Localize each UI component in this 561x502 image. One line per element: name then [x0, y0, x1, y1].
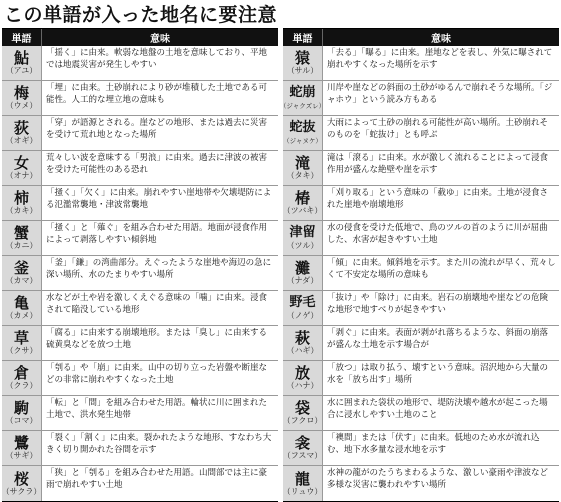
place-word-kanji: 萩	[294, 329, 310, 347]
place-word-cell	[283, 221, 323, 256]
place-word-reading: （サクラ）	[1, 486, 42, 496]
place-word-meaning: 「剥ぐ」に由来。表面が剥がれ落ちるような、斜面の崩落が盛んな土地を示す場合が	[323, 326, 559, 361]
place-word-reading: （カメ）	[5, 311, 38, 320]
place-word-cell	[2, 81, 42, 116]
place-word-cell	[2, 186, 42, 221]
place-word-kanji: 放	[294, 364, 310, 382]
place-word-reading: （フスマ）	[282, 451, 323, 460]
place-word-kanji: 梅	[13, 84, 29, 102]
place-word-reading: （コマ）	[5, 416, 38, 425]
place-word-kanji: 女	[13, 154, 29, 172]
place-word-cell	[2, 221, 42, 256]
place-word-meaning: 滝は「滾る」に由来。水が激しく流れることによって浸食作用が盛んな絶壁や崖を示す	[323, 151, 559, 186]
place-name-table-right	[279, 28, 559, 502]
place-name-table-left	[2, 28, 278, 502]
place-word-kanji: 津留	[289, 225, 316, 240]
place-word-kanji: 袋	[294, 399, 310, 417]
place-word-meaning: 川岸や崖などの斜面の土砂がゆるんで崩れそうな場所。「ジャホウ」という読み方もある	[323, 81, 559, 116]
place-word-cell	[283, 466, 323, 501]
place-word-kanji: 滝	[294, 154, 310, 172]
place-word-reading: （ジャクズレ）	[279, 102, 326, 110]
place-word-kanji: 亀	[13, 294, 29, 312]
place-word-reading: （クサ）	[5, 346, 38, 355]
place-word-cell	[283, 186, 323, 221]
place-word-reading: （フクロ）	[282, 416, 323, 425]
place-word-kanji: 灘	[294, 259, 310, 277]
place-word-kanji: 龍	[294, 469, 310, 488]
place-word-cell	[2, 46, 42, 81]
place-word-meaning: 荒々しい波を意味する「男浪」に由来。過去に津波の被害を受けた可能性のある恐れ	[42, 151, 278, 186]
place-word-meaning: 「掻く」「欠く」に由来。崩れやすい崖地帯や欠壊堤防による氾濫常襲地・津波常襲地	[42, 186, 278, 221]
place-word-reading: （ハナ）	[286, 381, 319, 390]
place-word-meaning: 大雨によって土砂の崩れる可能性が高い場所。土砂崩れそのものを「蛇抜け」とも呼ぶ	[323, 116, 559, 151]
place-word-reading: （クラ）	[5, 381, 38, 390]
place-word-reading: （ジャヌケ）	[283, 137, 322, 145]
place-word-cell	[283, 256, 323, 291]
place-word-reading: （リュウ）	[282, 486, 323, 496]
place-word-cell	[2, 431, 42, 466]
place-word-kanji: 柿	[13, 189, 29, 207]
place-word-meaning: 「刈り取る」という意味の「截ゆ」に由来。土地が浸食された崖地や崩壊地形	[323, 186, 559, 221]
place-word-reading: （ハギ）	[286, 346, 319, 355]
place-word-cell	[2, 291, 42, 326]
place-word-meaning: 「傾」に由来。傾斜地を示す。また川の流れが早く、荒々しくて不安定な場所の意味も	[323, 256, 559, 291]
place-word-kanji: 草	[13, 329, 29, 347]
place-word-cell	[283, 396, 323, 431]
place-word-reading: （アユ）	[5, 66, 38, 75]
place-word-reading: （オギ）	[5, 136, 38, 145]
place-word-cell	[283, 431, 323, 466]
header-meaning: 意味	[323, 29, 559, 46]
place-word-reading: （ツバキ）	[282, 206, 323, 215]
place-word-reading: （タキ）	[286, 171, 319, 180]
place-word-reading: （ツル）	[286, 241, 319, 250]
place-word-meaning: 水の侵食を受けた低地で、鳥のツルの首のように川が屈曲した、水害が起きやすい土地	[323, 221, 559, 256]
place-word-meaning: 水に囲まれた袋状の地形で、堤防決壊や越水が起こった場合に浸水しやすい土地のこと	[323, 396, 559, 431]
place-word-meaning: 「放つ」は取り払う、壊すという意味。沼沢地から大量の水を「放ち出す」場所	[323, 361, 559, 396]
place-word-kanji: 鮎	[13, 49, 29, 67]
place-word-meaning: 「狭」と「刳る」を組み合わせた用語。山間部では主に豪雨で崩れやすい土地	[46, 468, 268, 490]
place-word-cell	[283, 151, 323, 186]
place-word-meaning: 「穿」が語源とされる。崖などの地形、または過去に災害を受けて荒れ地となった場所	[42, 116, 278, 151]
place-word-meaning: 「裂く」「割く」に由来。裂かれたような地形、すなわち大きく切り開かれた谷間を示す	[42, 431, 278, 466]
place-word-reading: （ウメ）	[5, 101, 38, 110]
page-title: この単語が入った地名に要注意	[4, 4, 278, 26]
place-word-cell	[2, 326, 42, 361]
place-word-reading: （サル）	[286, 66, 319, 75]
place-word-meaning: 「襖間」または「伏す」に由来。低地のため水が流れ込む、地下水多量な浸水地を示す	[323, 431, 559, 466]
place-word-cell	[2, 256, 42, 291]
place-word-meaning: 「腐る」に由来する崩壊地形。または「臭し」に由来する硫黄臭などを放つ土地	[42, 326, 278, 361]
place-word-cell	[283, 116, 323, 151]
header-meaning: 意味	[42, 29, 278, 46]
place-word-meaning: 「釜」「鎌」の湾曲部分。えぐったような崖地や海辺の急に深い場所、水のたまりやすい場所	[42, 256, 278, 291]
place-word-reading: （カマ）	[5, 276, 38, 285]
place-word-cell	[283, 361, 323, 396]
place-word-kanji: 釜	[13, 259, 29, 277]
place-word-kanji: 衾	[294, 434, 310, 452]
place-word-meaning: 水神の龍がのたうちまわるような、激しい豪雨や津波など多様な災害に襲われやすい場所	[327, 468, 549, 490]
place-word-cell	[2, 361, 42, 396]
place-word-meaning: 「掻く」と「薙ぐ」を組み合わせた用語。地面が浸食作用によって剥落しやすい傾斜地	[42, 221, 278, 256]
place-word-cell	[2, 396, 42, 431]
place-word-cell	[283, 326, 323, 361]
place-word-kanji: 椿	[294, 189, 310, 207]
place-word-kanji: 桜	[13, 469, 29, 488]
place-word-meaning: 「揺く」に由来。軟弱な地盤の土地を意味しており、平地では地震災害が発生しやすい	[42, 46, 278, 81]
header-word: 単語	[283, 29, 323, 46]
place-word-kanji: 蟹	[13, 224, 29, 242]
place-word-meaning: 「抜け」や「除け」に由来。岩石の崩壊地や崖などの危険な地形で地すべりが起きやすい	[323, 291, 559, 326]
place-word-cell	[279, 81, 326, 116]
place-word-meaning: 「刳る」や「崩」に由来。山中の切り立った岩盤や断崖などの非常に崩れやすくなった土地	[42, 361, 278, 396]
place-word-meaning: 「転」と「間」を組み合わせた用語。輪状に川に囲まれた土地で、洪水発生地帯	[42, 396, 278, 431]
place-word-reading: （カニ）	[5, 241, 38, 250]
place-word-reading: （ナダ）	[286, 276, 319, 285]
place-word-kanji: 蛇抜	[289, 120, 316, 135]
place-word-cell	[283, 46, 323, 81]
place-word-reading: （ノゲ）	[286, 311, 319, 320]
place-word-kanji: 猿	[294, 49, 310, 67]
place-word-cell	[2, 116, 42, 151]
place-word-meaning: 「埋」に由来。土砂崩れにより砂が堆積した土地である可能性。人工的な埋立地の意味も	[42, 81, 278, 116]
place-word-reading: （サギ）	[5, 451, 38, 460]
place-word-kanji: 倉	[13, 364, 29, 382]
place-word-meaning: 水などが土や岩を激しくえぐる意味の「噛」に由来。浸食されて陥没している地形	[42, 291, 278, 326]
place-word-reading: （オナ）	[5, 171, 38, 180]
place-word-cell	[283, 291, 323, 326]
place-word-kanji: 荻	[13, 119, 29, 137]
place-word-kanji: 野毛	[289, 295, 316, 310]
place-word-kanji: 駒	[13, 399, 29, 417]
place-word-kanji: 鷺	[13, 434, 29, 452]
place-word-reading: （カキ）	[5, 206, 38, 215]
place-word-meaning: 「去る」「曝る」に由来。崖地などを表し、外気に曝されて崩れやすくなった場所を示す	[323, 46, 559, 81]
header-word: 単語	[2, 29, 42, 46]
place-word-cell	[2, 151, 42, 186]
place-word-cell	[2, 466, 42, 501]
place-word-kanji: 蛇崩	[289, 85, 316, 100]
